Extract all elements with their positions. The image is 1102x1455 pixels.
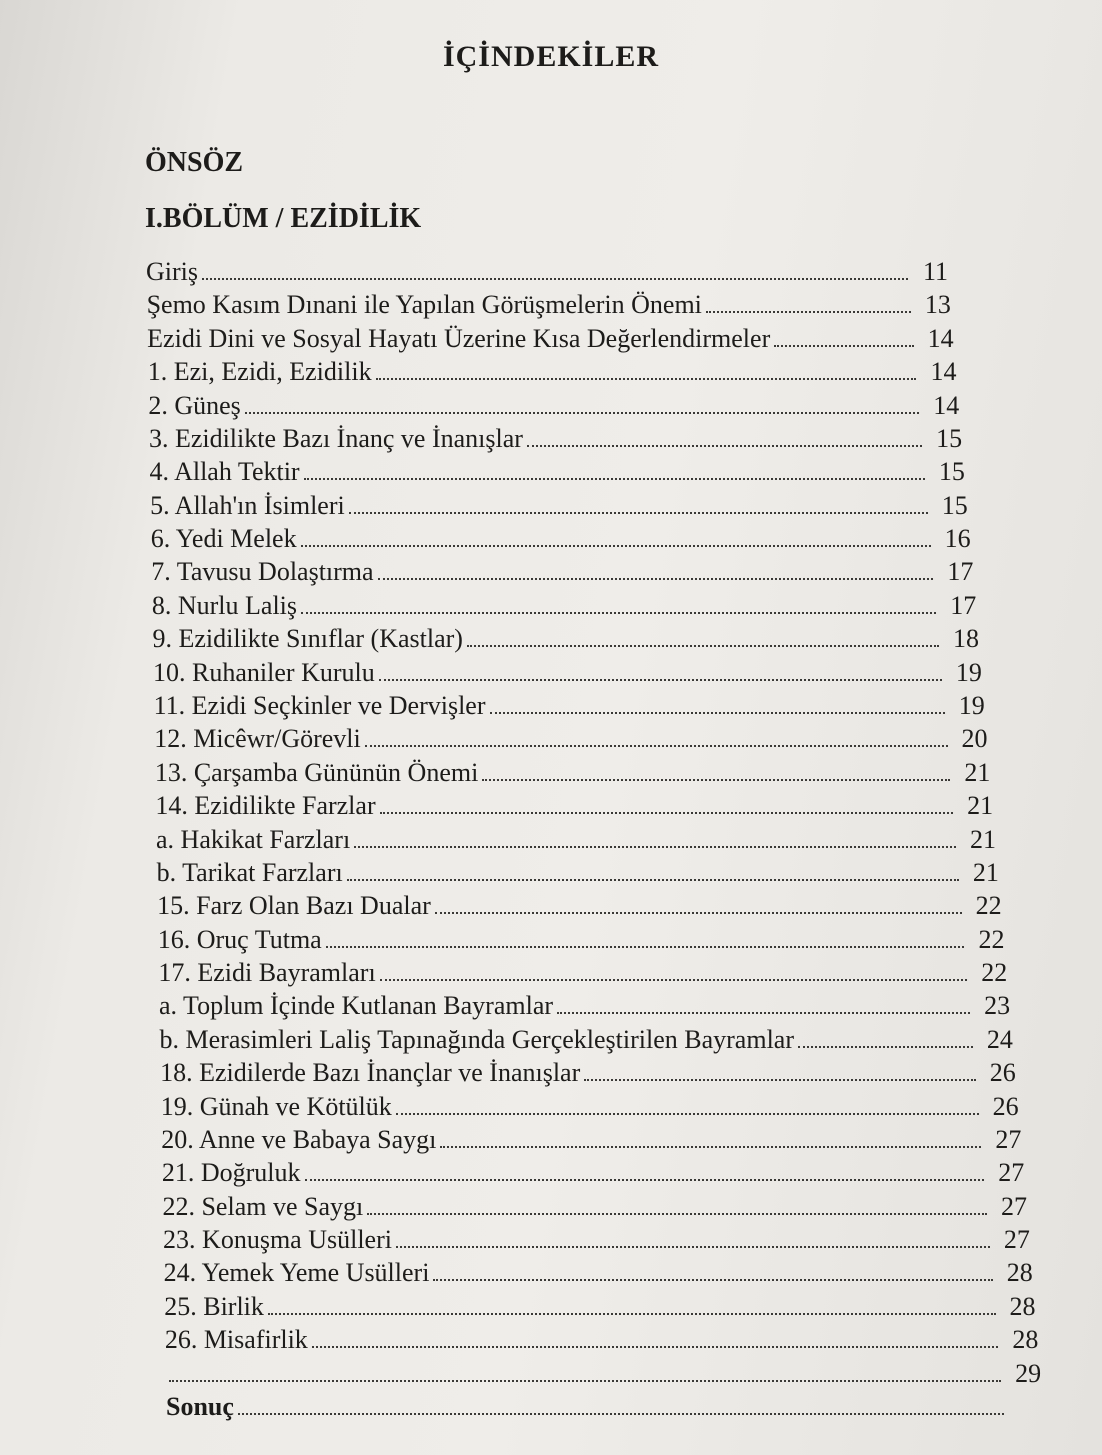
- toc-entry: [150, 491, 968, 521]
- dot-leader: [527, 445, 922, 447]
- toc-entry-label: 8. Nurlu Laliş: [151, 590, 298, 620]
- toc-entry-page-number: 21: [967, 791, 994, 821]
- toc-entry-label: 18. Ezidilerde Bazı İnançlar ve İnanışlar: [160, 1058, 581, 1088]
- dot-leader: [433, 1279, 992, 1281]
- toc-entry: [161, 1092, 1019, 1122]
- toc-entry: [162, 1192, 1027, 1222]
- dot-leader: [301, 545, 931, 547]
- dot-leader: [396, 1113, 979, 1115]
- dot-leader: [396, 1246, 990, 1248]
- toc-entry-label: Sonuç: [166, 1392, 234, 1421]
- dot-leader: [376, 378, 917, 380]
- toc-entry: [150, 457, 965, 487]
- dot-leader: [301, 612, 936, 614]
- dot-leader: [268, 1313, 996, 1315]
- dot-leader: [349, 512, 928, 514]
- toc-entry-page-number: 21: [972, 857, 999, 887]
- toc-entry: [164, 1292, 1035, 1322]
- dot-leader: [380, 812, 954, 814]
- toc-entry-page-number: 22: [978, 924, 1005, 954]
- dot-leader: [490, 712, 945, 714]
- toc-entry: [159, 991, 1010, 1021]
- toc-entry-label: 20. Anne ve Babaya Saygı: [161, 1124, 437, 1154]
- toc-entry-label: 9. Ezidilikte Sınıflar (Kastlar): [152, 624, 463, 654]
- toc-entry-page-number: 17: [950, 590, 977, 620]
- toc-entry-label: 4. Allah Tektir: [149, 457, 300, 487]
- toc-entry-page-number: 15: [941, 490, 968, 520]
- toc-entry: [163, 1225, 1030, 1255]
- toc-entry: [157, 858, 999, 888]
- toc-entry-page-number: 22: [975, 891, 1002, 921]
- toc-entry-page-number: 27: [1003, 1225, 1030, 1255]
- toc-entry-label: 22. Selam ve Saygı: [162, 1191, 364, 1221]
- toc-entry: [147, 324, 953, 354]
- page-title: İÇİNDEKİLER: [442, 40, 660, 73]
- dot-leader: [440, 1146, 981, 1148]
- toc-entry: [164, 1258, 1033, 1288]
- toc-entry-label: 5. Allah'ın İsimleri: [150, 490, 345, 520]
- toc-entry-label: Şemo Kasım Dınani ile Yapılan Görüşmelerin Önemi: [146, 290, 702, 320]
- toc-entry-page-number: 27: [1001, 1191, 1028, 1221]
- toc-entry-page-number: 21: [964, 757, 991, 787]
- dot-leader: [238, 1413, 1004, 1415]
- toc-entry-label: b. Tarikat Farzları: [156, 857, 343, 887]
- toc-entry: [158, 958, 1007, 988]
- toc-entry: [158, 925, 1005, 955]
- toc-entry-label: a. Toplum İçinde Kutlanan Bayramlar: [158, 991, 554, 1021]
- toc-entry: [161, 1125, 1021, 1155]
- toc-entry-label: 11. Ezidi Seçkinler ve Dervişler: [153, 690, 486, 720]
- dot-leader: [304, 478, 925, 480]
- toc-entry-label: 2. Güneş: [148, 390, 241, 420]
- dot-leader: [557, 1012, 970, 1014]
- toc-entry-label: b. Merasimleri Laliş Tapınağında Gerçekleştirilen Bayramlar: [159, 1024, 794, 1054]
- toc-entry-page-number: 19: [955, 657, 982, 687]
- toc-entry-label: 19. Günah ve Kötülük: [160, 1091, 392, 1121]
- dot-leader: [380, 979, 968, 981]
- toc-entry: [166, 1392, 1044, 1422]
- dot-leader: [467, 645, 939, 647]
- toc-entry-page-number: 28: [1009, 1291, 1036, 1321]
- toc-entry-label: 10. Ruhaniler Kurulu: [153, 657, 375, 687]
- toc-entry-label: 25. Birlik: [164, 1291, 264, 1321]
- dot-leader: [798, 1046, 973, 1048]
- dot-leader: [365, 745, 948, 747]
- toc-entry-page-number: 13: [924, 290, 951, 320]
- dot-leader: [305, 1179, 985, 1181]
- toc-entry-page-number: 22: [981, 958, 1008, 988]
- toc-entry: [157, 891, 1001, 921]
- toc-entry: [151, 557, 973, 587]
- toc-entry-label: 17. Ezidi Bayramları: [158, 958, 376, 988]
- toc-entry: [154, 691, 985, 721]
- toc-entry-label: 26. Misafirlik: [164, 1325, 308, 1355]
- toc-entry-page-number: 26: [989, 1058, 1016, 1088]
- toc-entry: [160, 1025, 1013, 1055]
- toc-entry: [156, 825, 996, 855]
- toc-entry: [154, 724, 987, 754]
- toc-entry: [152, 624, 979, 654]
- toc-entry-page-number: 15: [936, 423, 963, 453]
- dot-leader: [584, 1079, 976, 1081]
- toc-entry: [162, 1158, 1024, 1188]
- dot-leader: [379, 679, 942, 681]
- dot-leader: [378, 578, 934, 580]
- toc-entry-label: 7. Tavusu Dolaştırma: [151, 557, 374, 587]
- toc-entry: [148, 391, 959, 421]
- toc-entry: [165, 1325, 1039, 1355]
- toc-entry-label: 3. Ezidilikte Bazı İnanç ve İnanışlar: [148, 423, 523, 453]
- toc-entry-page-number: 11: [922, 257, 948, 286]
- toc-entry-page-number: 28: [1006, 1258, 1033, 1288]
- dot-leader: [312, 1346, 999, 1348]
- toc-entry: [151, 524, 971, 554]
- dot-leader: [435, 912, 962, 914]
- toc-entry-label: 15. Farz Olan Bazı Dualar: [157, 891, 431, 921]
- toc-entry-label: 16. Oruç Tutma: [157, 924, 322, 954]
- toc-entry: [155, 758, 991, 788]
- toc-entry-page-number: 14: [927, 323, 954, 353]
- toc-entry-label: 13. Çarşamba Gününün Önemi: [154, 757, 479, 787]
- part-heading: I.BÖLÜM / EZİDİLİK: [145, 203, 422, 234]
- dot-leader: [706, 311, 911, 313]
- toc-entry-page-number: 17: [947, 557, 974, 587]
- toc-entry-label: 12. Micêwr/Görevli: [154, 724, 361, 754]
- toc-entry-page-number: 21: [970, 824, 996, 854]
- toc-entry-label: 21. Doğruluk: [161, 1158, 301, 1188]
- dot-leader: [367, 1213, 987, 1215]
- toc-entry-page-number: 27: [998, 1158, 1025, 1188]
- toc-entry: [160, 1058, 1016, 1088]
- toc-entry-page-number: 28: [1012, 1325, 1039, 1355]
- toc-entry-page-number: 14: [933, 390, 960, 420]
- preface-heading: ÖNSÖZ: [145, 147, 244, 178]
- toc-entry-label: a. Hakikat Farzları: [156, 824, 351, 854]
- toc-entry-page-number: 27: [995, 1124, 1022, 1154]
- dot-leader: [245, 412, 920, 414]
- toc-entry-page-number: 16: [944, 524, 971, 554]
- toc-entry-page-number: 15: [938, 457, 965, 487]
- toc-entry-page-number: 24: [986, 1024, 1013, 1054]
- dot-leader: [347, 879, 959, 881]
- toc-entry: [153, 658, 982, 688]
- dot-leader: [169, 1380, 1001, 1382]
- toc-entry-label: 23. Konuşma Usülleri: [163, 1225, 392, 1255]
- toc-entry-page-number: 18: [953, 624, 980, 654]
- toc-entry-label: 24. Yemek Yeme Usülleri: [163, 1258, 430, 1288]
- toc-entry: [149, 424, 962, 454]
- dot-leader: [354, 846, 956, 848]
- dot-leader: [774, 345, 913, 347]
- toc-entry-page-number: 14: [930, 357, 957, 387]
- toc-entry-label: 6. Yedi Melek: [150, 524, 297, 554]
- toc-entry: [147, 290, 951, 320]
- toc-entry: [152, 591, 976, 621]
- toc-entry-page-number: 26: [992, 1091, 1019, 1121]
- dot-leader: [482, 779, 950, 781]
- toc-entry-page-number: 20: [961, 724, 988, 754]
- dot-leader: [202, 278, 908, 280]
- toc-entry-page-number: 23: [984, 991, 1011, 1021]
- toc-entry-label: 14. Ezidilikte Farzlar: [155, 791, 376, 821]
- toc-entry-label: Giriş: [146, 257, 198, 286]
- toc-entry: [148, 357, 957, 387]
- toc-entry-label: Ezidi Dini ve Sosyal Hayatı Üzerine Kısa Değerlendirmeler: [147, 323, 771, 353]
- toc-entry: [165, 1359, 1041, 1389]
- toc-entry-label: 1. Ezi, Ezidi, Ezidilik: [147, 357, 372, 387]
- dot-leader: [326, 946, 965, 948]
- toc-entry: [146, 257, 948, 287]
- toc-entry-page-number: 29: [1015, 1358, 1042, 1388]
- toc-entry: [155, 791, 993, 821]
- toc-entry-page-number: 19: [958, 690, 985, 720]
